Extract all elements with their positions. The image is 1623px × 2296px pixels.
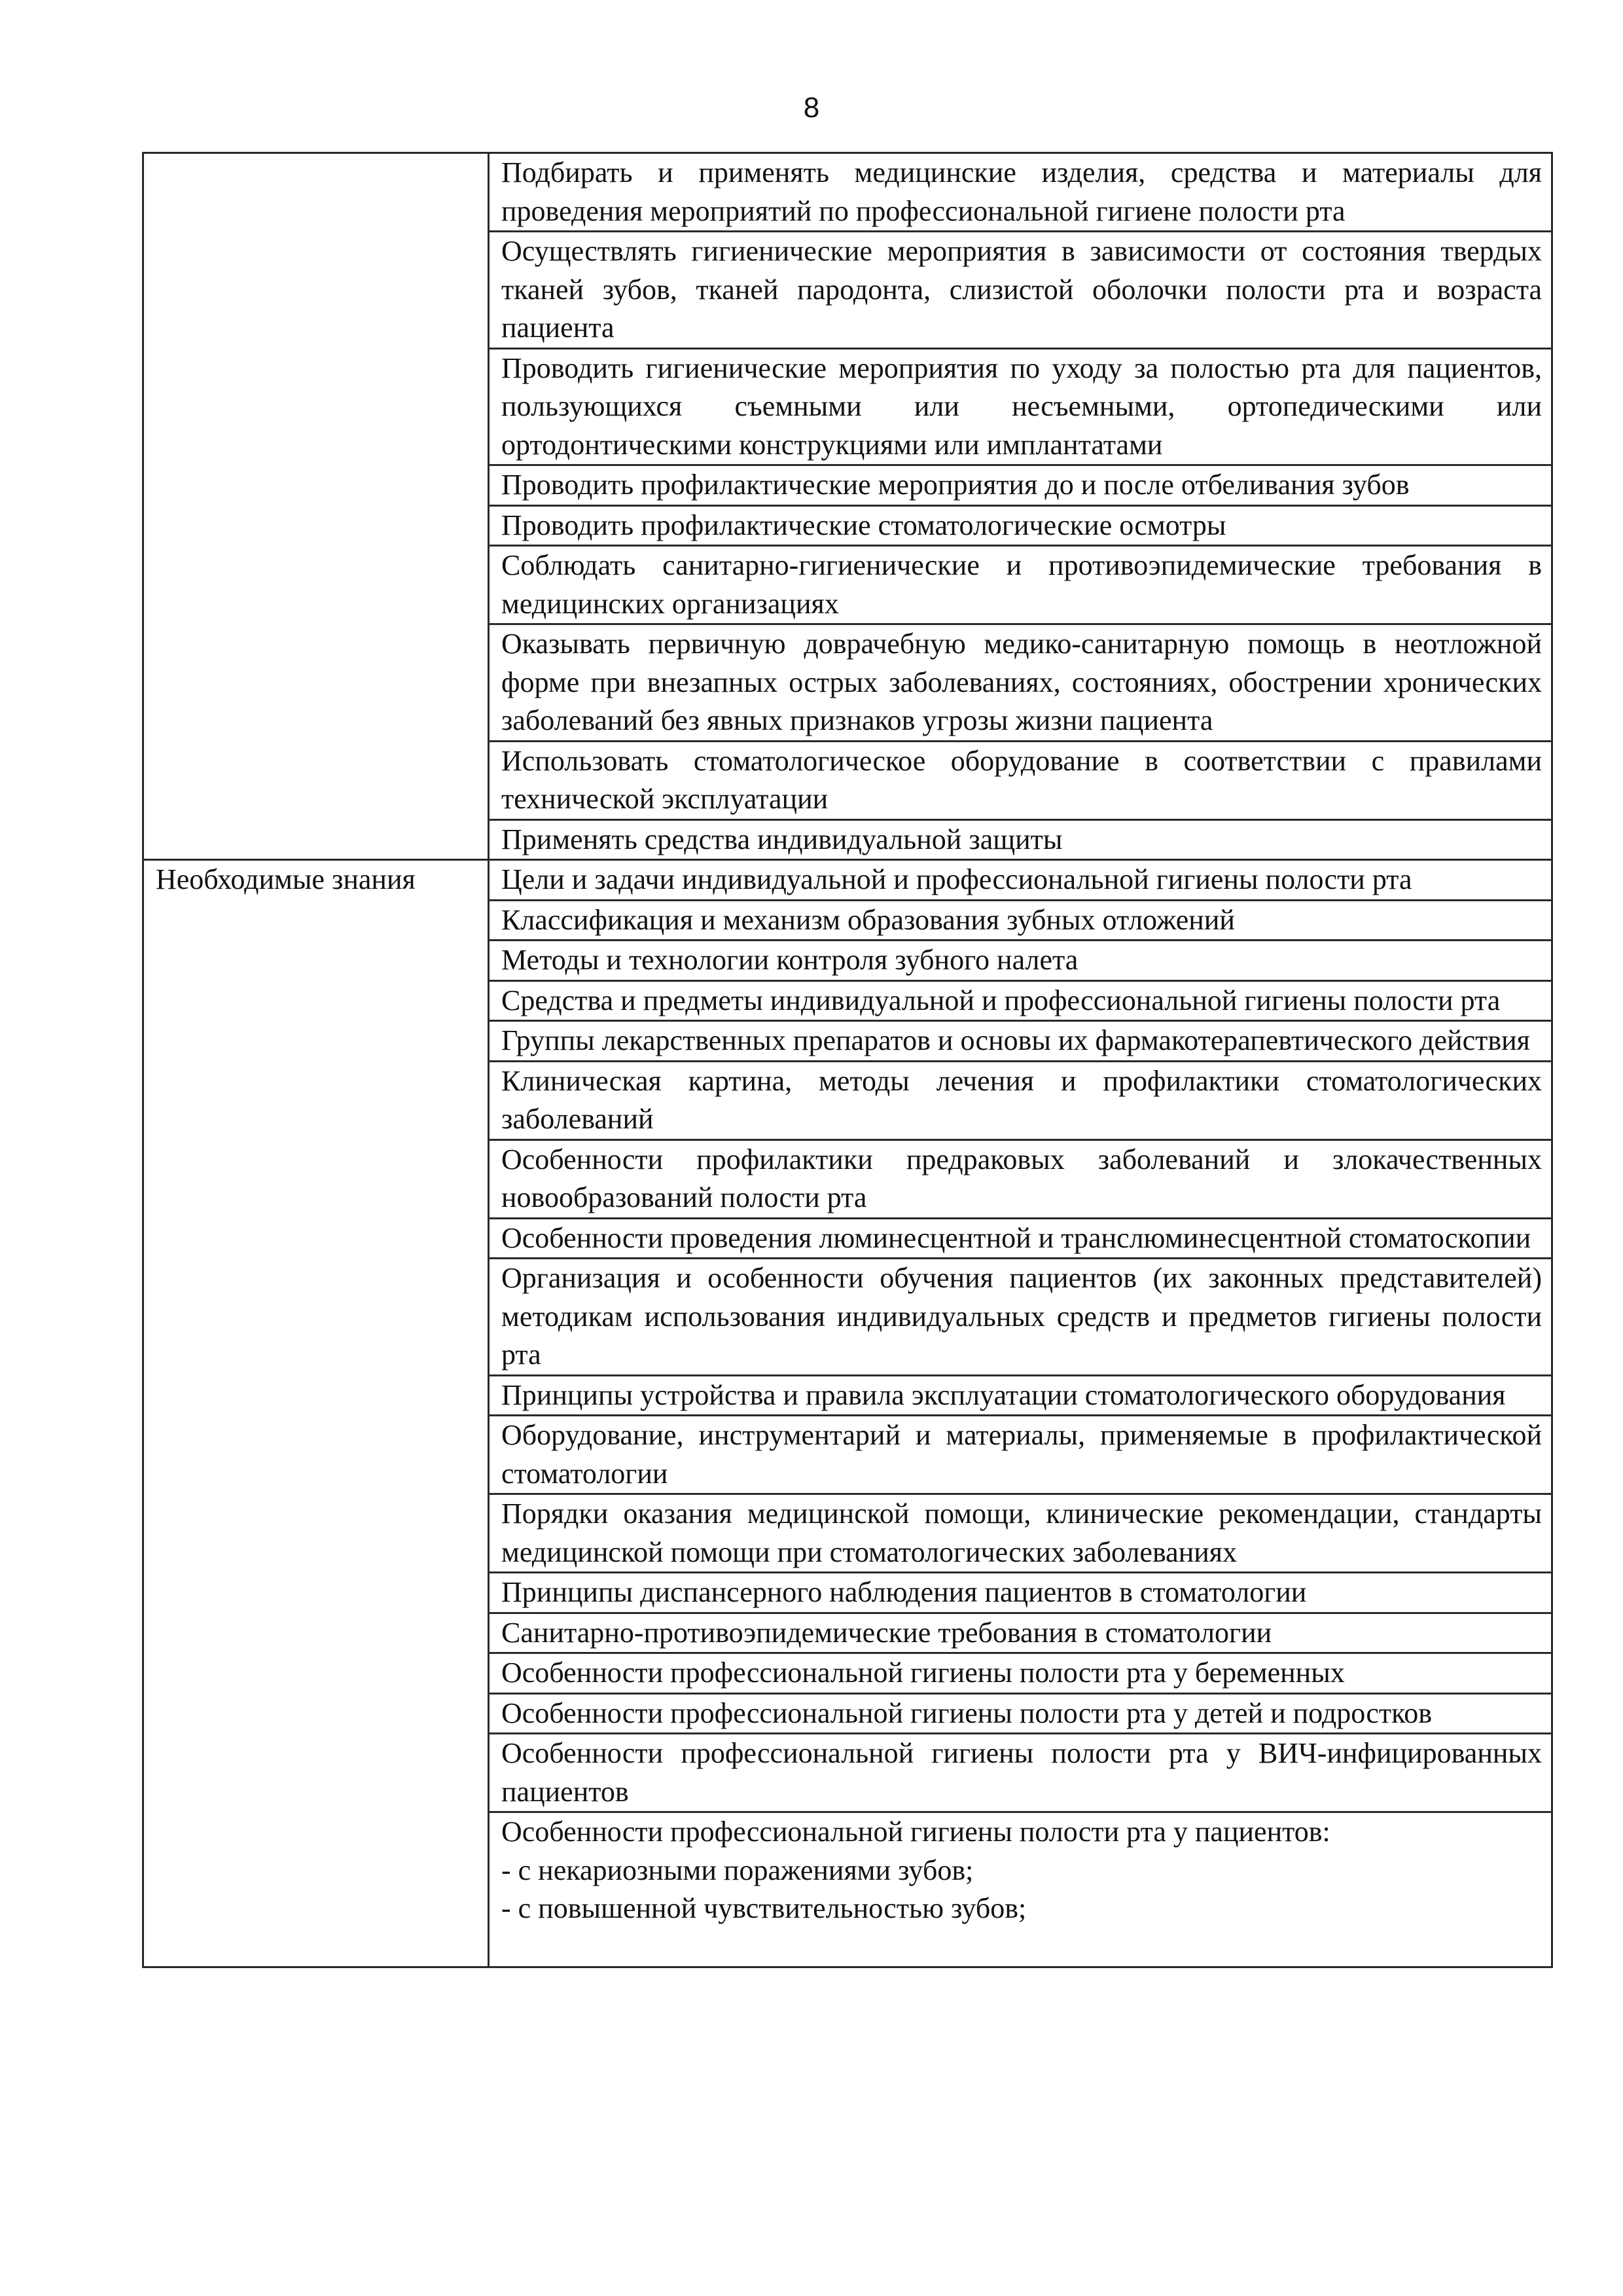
knowledge-item: Организация и особенности обучения пациентов (их законных представителей) методикам использования индивидуальных средств и предметов гигиены полости рта xyxy=(489,1259,1552,1376)
knowledge-item: Оборудование, инструментарий и материалы, применяемые в профилактической стоматологии xyxy=(489,1416,1552,1494)
knowledge-item: Средства и предметы индивидуальной и профессиональной гигиены полости рта xyxy=(489,980,1552,1021)
skill-item: Проводить профилактические стоматологические осмотры xyxy=(489,505,1552,546)
cell-blank-space xyxy=(501,1928,1542,1967)
skill-item: Оказывать первичную доврачебную медико-санитарную помощь в неотложной форме при внезапных острых заболеваниях, состояниях, обострении хронических заболеваний без явных признаков угрозы жизни пациента xyxy=(489,624,1552,742)
skill-item: Проводить профилактические мероприятия до и после отбеливания зубов xyxy=(489,465,1552,506)
knowledge-item: Особенности проведения люминесцентной и транслюминесцентной стоматоскопии xyxy=(489,1218,1552,1259)
knowledge-item: Клиническая картина, методы лечения и профилактики стоматологических заболеваний xyxy=(489,1061,1552,1139)
knowledge-item: Классификация и механизм образования зубных отложений xyxy=(489,900,1552,941)
knowledge-item: Санитарно-противоэпидемические требования в стоматологии xyxy=(489,1613,1552,1653)
knowledge-item: Особенности профессиональной гигиены полости рта у ВИЧ-инфицированных пациентов xyxy=(489,1734,1552,1812)
competency-table xyxy=(142,152,1553,1968)
table-row xyxy=(143,153,1552,232)
skill-item: Применять средства индивидуальной защиты xyxy=(489,819,1552,860)
knowledge-item-heading: Особенности профессиональной гигиены полости рта у пациентов: xyxy=(501,1816,1330,1848)
skill-item: Использовать стоматологическое оборудование в соответствии с правилами технической эксплуатации xyxy=(489,741,1552,819)
knowledge-item: Особенности профессиональной гигиены полости рта у беременных xyxy=(489,1653,1552,1694)
skill-item: Подбирать и применять медицинские изделия, средства и материалы для проведения мероприятий по профессиональной гигиене полости рта xyxy=(489,153,1552,232)
skill-item: Проводить гигиенические мероприятия по уходу за полостью рта для пациентов, пользующихся съемными или несъемными, ортопедическими или ортодонтическими конструкциями или имплантатами xyxy=(489,348,1552,465)
knowledge-item: Принципы диспансерного наблюдения пациентов в стоматологии xyxy=(489,1573,1552,1613)
skill-item: Осуществлять гигиенические мероприятия в зависимости от состояния твердых тканей зубов, тканей пародонта, слизистой оболочки полости рта и возраста пациента xyxy=(489,232,1552,349)
knowledge-item-patients xyxy=(489,1812,1552,1967)
knowledge-item: Методы и технологии контроля зубного налета xyxy=(489,941,1552,981)
knowledge-item: Цели и задачи индивидуальной и профессиональной гигиены полости рта xyxy=(489,860,1552,901)
knowledge-label: Необходимые знания xyxy=(143,860,489,1967)
knowledge-item: Порядки оказания медицинской помощи, клинические рекомендации, стандарты медицинской помощи при стоматологических заболеваниях xyxy=(489,1494,1552,1573)
skill-item: Соблюдать санитарно-гигиенические и противоэпидемические требования в медицинских организациях xyxy=(489,546,1552,624)
knowledge-subitem: - с повышенной чувствительностью зубов; xyxy=(501,1892,1027,1924)
knowledge-item: Особенности профессиональной гигиены полости рта у детей и подростков xyxy=(489,1693,1552,1734)
knowledge-item: Группы лекарственных препаратов и основы их фармакотерапевтического действия xyxy=(489,1021,1552,1062)
table-row xyxy=(143,860,1552,901)
page-number: 8 xyxy=(803,92,820,124)
knowledge-item: Особенности профилактики предраковых заболеваний и злокачественных новообразований полости рта xyxy=(489,1139,1552,1218)
skills-label-cell xyxy=(143,153,489,860)
knowledge-subitem: - с некариозными поражениями зубов; xyxy=(501,1854,974,1886)
knowledge-item: Принципы устройства и правила эксплуатации стоматологического оборудования xyxy=(489,1375,1552,1416)
